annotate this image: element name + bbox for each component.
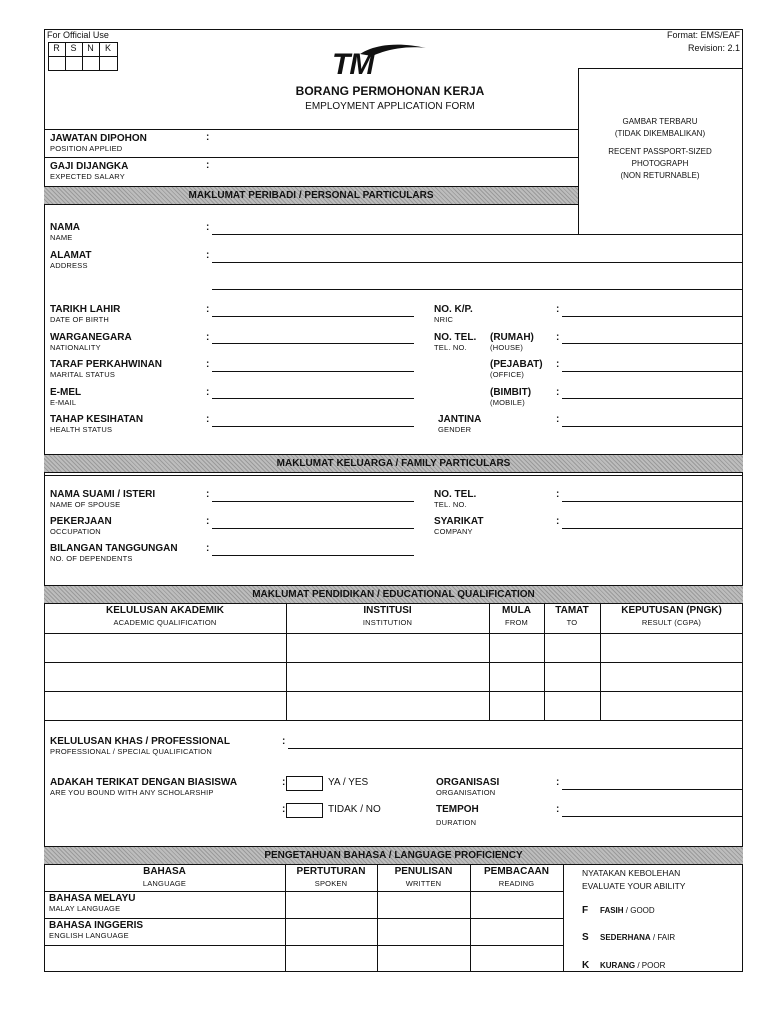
edu-col-institution-my: INSTITUSI <box>363 605 412 616</box>
colon: : <box>206 332 210 343</box>
photo-line5: (NON RETURNABLE) <box>620 171 700 180</box>
colon: : <box>206 160 210 171</box>
marital-field[interactable] <box>212 371 414 372</box>
tel-en: TEL. NO. <box>434 343 467 352</box>
legend-item-fair: S SEDERHANA / FAIR <box>582 932 676 943</box>
photo-line1: GAMBAR TERBARU <box>622 117 698 126</box>
nationality-label <box>50 332 132 352</box>
spouse-field[interactable] <box>212 501 414 502</box>
occupation-my: PEKERJAAN <box>50 516 112 527</box>
organisation-field[interactable] <box>562 789 742 790</box>
edu-col-to-my: TAMAT <box>555 605 589 616</box>
expected-salary-label <box>50 161 128 181</box>
address-my: ALAMAT <box>50 250 92 261</box>
company-my: SYARIKAT <box>434 516 484 527</box>
table-row[interactable] <box>44 692 743 720</box>
scholarship-no-label: TIDAK / NO <box>328 804 381 815</box>
table-row[interactable] <box>286 946 562 971</box>
company-label <box>434 516 483 536</box>
duration-label <box>436 804 479 827</box>
edu-col-result-en: RESULT (CGPA) <box>641 618 702 627</box>
tel-my: NO. TEL. <box>434 332 477 343</box>
organisation-my: ORGANISASI <box>436 777 500 788</box>
lang-col-reading-my: PEMBACAAN <box>484 866 549 877</box>
language-table <box>44 864 564 972</box>
colon: : <box>206 414 210 425</box>
edu-col-institution-en: INSTITUTION <box>362 618 413 627</box>
health-label <box>50 414 143 434</box>
dob-label <box>50 304 120 324</box>
email-en: E-MAIL <box>50 398 77 407</box>
marital-label <box>50 359 162 379</box>
address-field-2[interactable] <box>212 289 742 290</box>
official-code-n: N <box>87 43 94 53</box>
edu-col-to-en: TO <box>566 618 578 627</box>
colon: : <box>206 222 210 233</box>
tel-mobile-field[interactable] <box>562 398 742 399</box>
colon: : <box>556 387 560 398</box>
legend-en-f: GOOD <box>630 906 655 915</box>
table-row[interactable] <box>44 634 743 662</box>
duration-en: DURATION <box>436 818 477 827</box>
expected-salary-my: GAJI DIJANGKA <box>50 161 129 172</box>
name-en: NAME <box>50 233 73 242</box>
official-code-s: S <box>70 43 77 53</box>
colon: : <box>206 132 210 143</box>
tm-logo <box>330 40 430 80</box>
lang-col-language-en: LANGUAGE <box>142 879 187 888</box>
photo-line4: PHOTOGRAPH <box>631 159 689 168</box>
expected-salary-en: EXPECTED SALARY <box>50 172 125 181</box>
edu-col-from-my: MULA <box>502 605 531 616</box>
colon: : <box>556 777 560 788</box>
spouse-my: NAMA SUAMI / ISTERI <box>50 489 156 500</box>
lang-col-reading-en: READING <box>498 879 535 888</box>
legend-en-s: FAIR <box>657 933 676 942</box>
gender-my: JANTINA <box>438 414 482 425</box>
format-revision: Revision: 2.1 <box>687 43 740 53</box>
name-my: NAMA <box>50 222 80 233</box>
table-row[interactable] <box>44 663 743 691</box>
dob-my: TARIKH LAHIR <box>50 304 121 315</box>
gender-label <box>438 414 481 434</box>
professional-en: PROFESSIONAL / SPECIAL QUALIFICATION <box>50 747 212 756</box>
table-row[interactable] <box>286 919 562 945</box>
form-title-en: EMPLOYMENT APPLICATION FORM <box>305 101 475 112</box>
mobile-en: (MOBILE) <box>490 398 525 407</box>
malay-en: MALAY LANGUAGE <box>49 904 121 913</box>
legend-key-k: K <box>582 960 590 971</box>
health-my: TAHAP KESIHATAN <box>50 414 144 425</box>
name-field[interactable] <box>212 234 742 235</box>
edu-col-result <box>600 605 743 627</box>
lang-col-language-my: BAHASA <box>143 866 186 877</box>
english-en: ENGLISH LANGUAGE <box>49 931 129 940</box>
colon: : <box>556 804 560 815</box>
colon: : <box>206 250 210 261</box>
ability-legend <box>582 868 685 891</box>
organisation-en: ORGANISATION <box>436 788 496 797</box>
colon: : <box>206 359 210 370</box>
official-use-grid <box>48 42 118 72</box>
english-language-label <box>49 920 143 940</box>
professional-my: KELULUSAN KHAS / PROFESSIONAL <box>50 736 231 747</box>
photo-line3: RECENT PASSPORT-SIZED <box>608 147 712 156</box>
dependents-my: BILANGAN TANGGUNGAN <box>50 543 178 554</box>
gender-field[interactable] <box>562 426 742 427</box>
nric-my: NO. K/P. <box>434 304 473 315</box>
malay-my: BAHASA MELAYU <box>49 893 136 904</box>
edu-col-academic <box>44 605 286 627</box>
legend-en-k: POOR <box>641 961 666 970</box>
photo-line2: (TIDAK DIKEMBALIKAN) <box>614 129 706 138</box>
professional-label <box>50 736 230 756</box>
expected-salary-field[interactable] <box>212 160 574 182</box>
colon: : <box>556 516 560 527</box>
company-en: COMPANY <box>434 527 473 536</box>
edu-col-to <box>544 605 600 627</box>
spouse-label <box>50 489 155 509</box>
tm-logo-text: TM <box>332 48 374 81</box>
table-row[interactable] <box>286 892 562 918</box>
legend-my-s: SEDERHANA <box>600 933 651 942</box>
colon: : <box>206 387 210 398</box>
colon: : <box>556 414 560 425</box>
tel-label <box>434 332 476 352</box>
malay-language-label <box>49 893 136 913</box>
lang-col-spoken-my: PERTUTURAN <box>296 866 366 877</box>
legend-key-f: F <box>582 905 589 916</box>
edu-col-result-my: KEPUTUSAN (PNGK) <box>621 605 722 616</box>
house-label <box>490 332 534 352</box>
office-label <box>490 359 543 379</box>
mobile-my: (BIMBIT) <box>490 387 532 398</box>
nationality-en: NATIONALITY <box>50 343 101 352</box>
scholarship-yes-checkbox[interactable] <box>286 776 323 791</box>
colon: : <box>556 489 560 500</box>
edu-col-from <box>489 605 544 627</box>
colon: : <box>282 804 286 815</box>
position-applied-field[interactable] <box>212 132 574 154</box>
family-tel-en: TEL. NO. <box>434 500 467 509</box>
section-family-header: MAKLUMAT KELUARGA / FAMILY PARTICULARS <box>44 454 743 473</box>
scholarship-no-checkbox[interactable] <box>286 803 323 818</box>
house-en: (HOUSE) <box>490 343 524 352</box>
organisation-label <box>436 777 499 797</box>
family-tel-field[interactable] <box>562 501 742 502</box>
official-use-label: For Official Use <box>47 30 109 40</box>
dependents-en: NO. OF DEPENDENTS <box>50 554 133 563</box>
company-field[interactable] <box>562 528 742 529</box>
lang-col-written-my: PENULISAN <box>394 866 453 877</box>
spouse-en: NAME OF SPOUSE <box>50 500 121 509</box>
office-en: (OFFICE) <box>490 370 525 379</box>
colon: : <box>556 332 560 343</box>
address-en: ADDRESS <box>50 261 88 270</box>
house-my: (RUMAH) <box>490 332 534 343</box>
dob-field[interactable] <box>212 316 414 317</box>
lang-col-written <box>377 866 470 888</box>
section-personal-header: MAKLUMAT PERIBADI / PERSONAL PARTICULARS <box>44 186 578 205</box>
education-table <box>44 603 743 721</box>
edu-col-academic-en: ACADEMIC QUALIFICATION <box>113 618 217 627</box>
nric-label <box>434 304 473 324</box>
address-label <box>50 250 91 270</box>
legend-title-my: NYATAKAN KEBOLEHAN <box>582 868 681 878</box>
legend-my-k: KURANG <box>600 961 636 970</box>
health-en: HEALTH STATUS <box>50 425 113 434</box>
colon: : <box>206 516 210 527</box>
lang-col-written-en: WRITTEN <box>405 879 442 888</box>
nationality-my: WARGANEGARA <box>50 332 132 343</box>
health-field[interactable] <box>212 426 414 427</box>
colon: : <box>556 304 560 315</box>
nric-en: NRIC <box>434 315 454 324</box>
position-applied-en: POSITION APPLIED <box>50 144 123 153</box>
mobile-label <box>490 387 531 407</box>
marital-my: TARAF PERKAHWINAN <box>50 359 163 370</box>
name-label <box>50 222 80 242</box>
photo-instructions <box>580 116 740 182</box>
english-my: BAHASA INGGERIS <box>49 920 144 931</box>
address-field-1[interactable] <box>212 262 742 263</box>
scholarship-my: ADAKAH TERIKAT DENGAN BIASISWA <box>50 777 238 788</box>
edu-col-institution <box>286 605 489 627</box>
duration-field[interactable] <box>562 816 742 817</box>
scholarship-en: ARE YOU BOUND WITH ANY SCHOLARSHIP <box>50 788 214 797</box>
lang-col-spoken-en: SPOKEN <box>314 879 348 888</box>
family-tel-label <box>434 489 476 509</box>
position-applied-my: JAWATAN DIPOHON <box>50 133 147 144</box>
duration-my: TEMPOH <box>436 804 479 815</box>
nationality-field[interactable] <box>212 343 414 344</box>
tel-house-field[interactable] <box>562 343 742 344</box>
marital-en: MARITAL STATUS <box>50 370 116 379</box>
official-code-k: K <box>104 43 111 53</box>
family-tel-my: NO. TEL. <box>434 489 477 500</box>
colon: : <box>206 543 210 554</box>
lang-col-language <box>44 866 285 888</box>
legend-my-f: FASIH <box>600 906 624 915</box>
edu-col-from-en: FROM <box>505 618 528 627</box>
occupation-field[interactable] <box>212 528 414 529</box>
occupation-en: OCCUPATION <box>50 527 101 536</box>
email-label <box>50 387 81 407</box>
tel-office-field[interactable] <box>562 371 742 372</box>
colon: : <box>282 777 286 788</box>
colon: : <box>206 489 210 500</box>
lang-col-reading <box>470 866 563 888</box>
dependents-field[interactable] <box>212 555 414 556</box>
official-code-r: R <box>53 43 60 53</box>
colon: : <box>206 304 210 315</box>
office-my: (PEJABAT) <box>490 359 543 370</box>
edu-col-academic-my: KELULUSAN AKADEMIK <box>106 605 224 616</box>
form-title-my: BORANG PERMOHONAN KERJA <box>295 84 485 98</box>
section-education-header: MAKLUMAT PENDIDIKAN / EDUCATIONAL QUALIFICATION <box>44 585 743 604</box>
nric-field[interactable] <box>562 316 742 317</box>
format-code: Format: EMS/EAF <box>666 30 740 40</box>
scholarship-yes-label: YA / YES <box>328 777 369 788</box>
gender-en: GENDER <box>438 425 472 434</box>
section-language-header: PENGETAHUAN BAHASA / LANGUAGE PROFICIENCY <box>44 846 743 865</box>
scholarship-label <box>50 777 237 797</box>
email-my: E-MEL <box>50 387 82 398</box>
colon: : <box>556 359 560 370</box>
occupation-label <box>50 516 112 536</box>
dependents-label <box>50 543 178 563</box>
legend-title-en: EVALUATE YOUR ABILITY <box>582 881 686 891</box>
legend-item-good: F FASIH / GOOD <box>582 905 655 916</box>
email-field[interactable] <box>212 398 414 399</box>
professional-field[interactable] <box>288 748 742 749</box>
dob-en: DATE OF BIRTH <box>50 315 109 324</box>
colon: : <box>282 736 286 747</box>
lang-col-spoken <box>285 866 377 888</box>
position-applied-label <box>50 133 147 153</box>
legend-key-s: S <box>582 932 589 943</box>
legend-item-poor: K KURANG / POOR <box>582 960 666 971</box>
